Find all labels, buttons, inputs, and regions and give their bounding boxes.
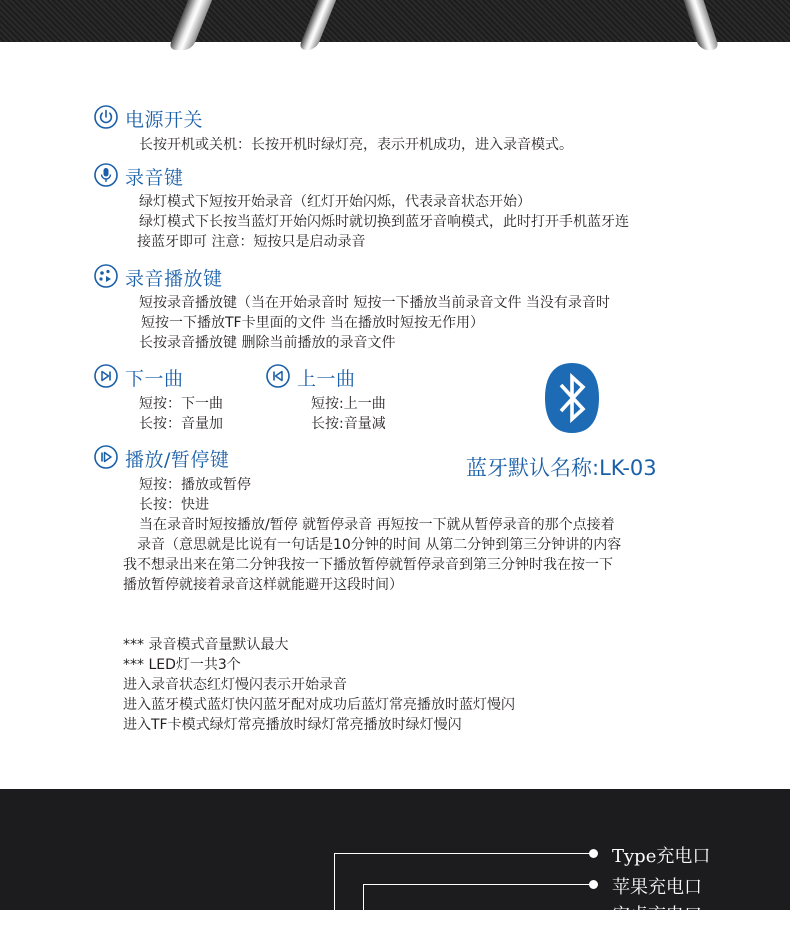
note-line: 进入TF卡模式绿灯常亮播放时绿灯常亮播放时绿灯慢闪 — [123, 717, 462, 733]
next-desc-line: 短按：下一曲 — [139, 396, 223, 412]
note-line: 进入录音状态红灯慢闪表示开始录音 — [123, 677, 347, 693]
power-icon — [94, 105, 118, 129]
play-pause-desc-line: 我不想录出来在第二分钟我按一下播放暂停就暂停录音到第三分钟时我在按一下 — [123, 557, 613, 573]
playback-section-title: 录音播放键 — [125, 268, 223, 290]
metal-highlight — [168, 0, 216, 50]
port-label-apple: 苹果充电口 — [612, 877, 702, 898]
power-desc-line: 长按开机或关机：长按开机时绿灯亮，表示开机成功，进入录音模式。 — [139, 137, 573, 153]
port-label-android: 安卓充电口 — [612, 905, 702, 926]
prev-desc-line: 长按:音量减 — [311, 416, 386, 432]
metal-highlight — [298, 0, 340, 50]
port-label-type: Type充电口 — [612, 846, 711, 867]
microphone-icon — [94, 163, 118, 187]
product-photo-strip — [0, 0, 790, 42]
next-desc-line: 长按：音量加 — [139, 416, 223, 432]
bluetooth-icon — [544, 362, 600, 434]
callout-dot — [589, 880, 598, 889]
metal-highlight — [680, 0, 719, 50]
prev-section-title: 上一曲 — [297, 368, 356, 390]
record-desc-line: 绿灯模式下长按当蓝灯开始闪烁时就切换到蓝牙音响模式，此时打开手机蓝牙连 — [139, 214, 629, 230]
callout-line — [363, 884, 593, 925]
playback-desc-line: 短按录音播放键（当在开始录音时 短按一下播放当前录音文件 当没有录音时 — [139, 295, 610, 311]
play-pause-desc-line: 短按：播放或暂停 — [139, 477, 251, 493]
play-pause-desc-line: 长按：快进 — [139, 497, 209, 513]
play-pause-desc-line: 播放暂停就接着录音这样就能避开这段时间） — [123, 577, 403, 593]
note-line: *** LED灯一共3个 — [123, 657, 241, 673]
previous-track-icon — [266, 364, 290, 388]
playback-desc-line: 长按录音播放键 删除当前播放的录音文件 — [139, 335, 396, 351]
record-section-title: 录音键 — [125, 167, 184, 189]
ports-panel — [0, 789, 790, 926]
callout-dot — [589, 849, 598, 858]
bluetooth-name-label: 蓝牙默认名称:LK-03 — [466, 456, 657, 480]
note-line: *** 录音模式音量默认最大 — [123, 637, 289, 653]
next-track-icon — [94, 364, 118, 388]
record-desc-line: 接蓝牙即可 注意：短按只是启动录音 — [137, 234, 366, 250]
play-pause-icon — [94, 445, 118, 469]
note-line: 进入蓝牙模式蓝灯快闪蓝牙配对成功后蓝灯常亮播放时蓝灯慢闪 — [123, 697, 515, 713]
play-pause-section-title: 播放/暂停键 — [125, 449, 230, 471]
power-section-title: 电源开关 — [125, 109, 204, 131]
prev-desc-line: 短按:上一曲 — [311, 396, 386, 412]
next-section-title: 下一曲 — [125, 368, 184, 390]
playback-desc-line: 短按一下播放TF卡里面的文件 当在播放时短按无作用） — [141, 315, 485, 331]
record-desc-line: 绿灯模式下短按开始录音（红灯开始闪烁，代表录音状态开始） — [139, 194, 531, 210]
play-pause-desc-line: 当在录音时短按播放/暂停 就暂停录音 再短按一下就从暂停录音的那个点接着 — [139, 517, 615, 533]
playback-icon — [94, 264, 118, 288]
play-pause-desc-line: 录音（意思就是比说有一句话是10分钟的时间 从第二分钟到第三分钟讲的内容 — [137, 537, 622, 553]
